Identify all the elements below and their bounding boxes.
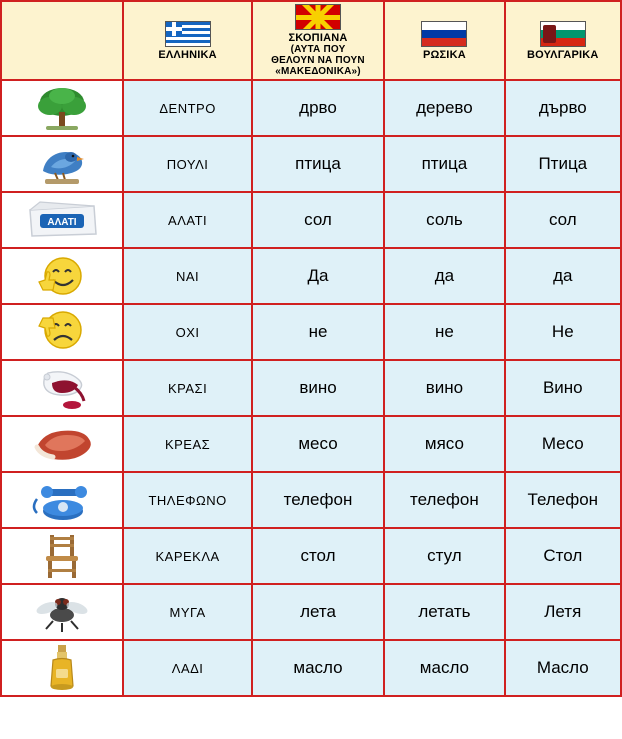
chair-icon (2, 531, 122, 581)
row-image-cell (1, 192, 123, 248)
row-image-cell (1, 248, 123, 304)
skopjan-word: масло (252, 640, 384, 696)
header-label-bulgarian: ΒΟΥΛΓΑΡΙΚΑ (527, 48, 599, 61)
oil-bottle-icon (2, 643, 122, 693)
bulgarian-word: Стол (505, 528, 621, 584)
row-image-cell (1, 304, 123, 360)
header-cell-bulgarian (505, 1, 621, 80)
russian-flag-icon (421, 21, 467, 47)
header-label-russian: ΡΩΣΙΚΑ (422, 48, 466, 61)
header-label-skopjan-line1: ΣΚΟΠΙΑΝΑ (288, 32, 348, 44)
bulgarian-word: Телефон (505, 472, 621, 528)
header-label-greek: ΕΛΛΗΝΙΚΑ (158, 48, 217, 61)
greek-word: ΔΕΝΤΡΟ (123, 80, 251, 136)
russian-word: соль (384, 192, 504, 248)
bulgarian-word: Месо (505, 416, 621, 472)
skopjan-word: сол (252, 192, 384, 248)
row-image-cell (1, 472, 123, 528)
table-row (1, 416, 621, 472)
meat-icon (2, 419, 122, 469)
table-row (1, 528, 621, 584)
tree-icon (2, 83, 122, 133)
bulgarian-word: Не (505, 304, 621, 360)
skopjan-word: месо (252, 416, 384, 472)
greek-word: ΝΑΙ (123, 248, 251, 304)
salt-bag-icon (2, 195, 122, 245)
table-header-row (1, 1, 621, 80)
table-row (1, 640, 621, 696)
russian-word: мясо (384, 416, 504, 472)
bird-icon (2, 139, 122, 189)
russian-word: стул (384, 528, 504, 584)
fly-icon (2, 587, 122, 637)
russian-word: птица (384, 136, 504, 192)
wine-icon (2, 363, 122, 413)
skopjan-word: вино (252, 360, 384, 416)
bulgarian-word: сол (505, 192, 621, 248)
row-image-cell (1, 584, 123, 640)
telephone-icon (2, 475, 122, 525)
skopjan-word: птица (252, 136, 384, 192)
table-row (1, 360, 621, 416)
bulgarian-word: да (505, 248, 621, 304)
skopjan-word: телефон (252, 472, 384, 528)
row-image-cell (1, 416, 123, 472)
greek-word: ΤΗΛΕΦΩΝΟ (123, 472, 251, 528)
bulgarian-flag-icon (540, 21, 586, 47)
russian-word: масло (384, 640, 504, 696)
greek-word: ΑΛΑΤΙ (123, 192, 251, 248)
thumbs-down-smiley-icon (2, 307, 122, 357)
greek-word: ΚΡΕΑΣ (123, 416, 251, 472)
header-cell-russian (384, 1, 504, 80)
bulgarian-word: Птица (505, 136, 621, 192)
bulgarian-word: дърво (505, 80, 621, 136)
table-row (1, 248, 621, 304)
bulgarian-word: Вино (505, 360, 621, 416)
row-image-cell (1, 136, 123, 192)
skopjan-word: Да (252, 248, 384, 304)
skopjan-word: лета (252, 584, 384, 640)
greek-word: ΚΡΑΣΙ (123, 360, 251, 416)
russian-word: летать (384, 584, 504, 640)
russian-word: не (384, 304, 504, 360)
table-row (1, 192, 621, 248)
row-image-cell (1, 640, 123, 696)
russian-word: да (384, 248, 504, 304)
greek-word: ΚΑΡΕΚΛΑ (123, 528, 251, 584)
greek-word: ΛΑΔΙ (123, 640, 251, 696)
greek-word: ΜΥΓΑ (123, 584, 251, 640)
header-cell-skopjan (252, 1, 384, 80)
greek-word: ΠΟΥΛΙ (123, 136, 251, 192)
greek-flag-icon (165, 21, 211, 47)
skopjan-word: не (252, 304, 384, 360)
table-row (1, 304, 621, 360)
table-row (1, 584, 621, 640)
header-cell-image (1, 1, 123, 80)
greek-word: ΟΧΙ (123, 304, 251, 360)
table-row (1, 80, 621, 136)
skopjan-word: стол (252, 528, 384, 584)
row-image-cell (1, 528, 123, 584)
row-image-cell (1, 360, 123, 416)
header-label-skopjan-line4: «ΜΑΚΕΔΟΝΙΚΑ») (275, 66, 361, 78)
bulgarian-word: Масло (505, 640, 621, 696)
macedonian-flag-icon (295, 4, 341, 30)
table-row (1, 472, 621, 528)
header-label-skopjan-line3: ΘΕΛΟΥΝ ΝΑ ΠΟΥΝ (271, 55, 365, 67)
thumbs-up-smiley-icon (2, 251, 122, 301)
header-label-skopjan-line2: (ΑΥΤΑ ΠΟΥ (290, 44, 346, 56)
row-image-cell (1, 80, 123, 136)
skopjan-word: дрво (252, 80, 384, 136)
russian-word: вино (384, 360, 504, 416)
russian-word: телефон (384, 472, 504, 528)
russian-word: дерево (384, 80, 504, 136)
bulgarian-word: Летя (505, 584, 621, 640)
header-cell-greek (123, 1, 251, 80)
table-row (1, 136, 621, 192)
svg-text:ΑΛΑΤΙ: ΑΛΑΤΙ (47, 217, 77, 229)
